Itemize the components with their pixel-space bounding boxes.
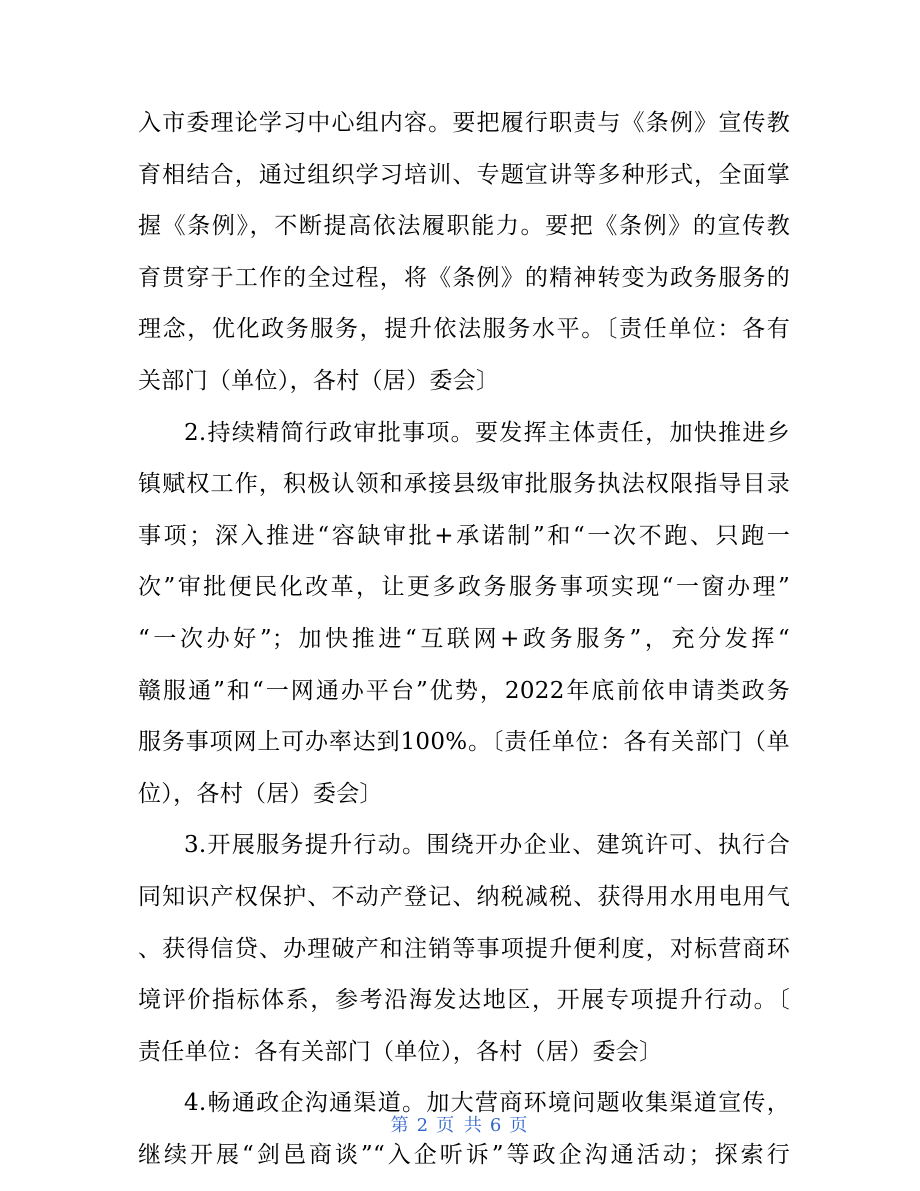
text-line: “一次办好”；加快推进“互联网+政务服务”，充分发挥“ [138, 625, 790, 652]
footer-middle: 页 共 [436, 1115, 484, 1136]
text-line: 2.持续精简行政审批事项。要发挥主体责任，加快推进乡 [184, 419, 790, 446]
text-line: 3.开展服务提升行动。围绕开办企业、建筑许可、执行合 [184, 832, 790, 859]
text-line: 育相结合，通过组织学习培训、专题宣讲等多种形式，全面掌 [138, 161, 790, 188]
text-line: 继续开展“剑邑商谈”“入企听诉”等政企沟通活动；探索行 [138, 1141, 790, 1168]
text-line: 赣服通”和“一网通办平台”优势，2022年底前依申请类政务 [138, 677, 790, 704]
footer-total-pages: 6 [489, 1115, 504, 1136]
document-body [138, 98, 790, 1181]
footer-suffix: 页 [509, 1115, 530, 1136]
text-line: 育贯穿于工作的全过程，将《条例》的精神转变为政务服务的 [138, 264, 790, 291]
text-line: 入市委理论学习中心组内容。要把履行职责与《条例》宣传教 [138, 110, 790, 136]
text-line: 、获得信贷、办理破产和注销等事项提升便利度，对标营商环 [138, 935, 790, 962]
text-line: 4.畅通政企沟通渠道。加大营商环境问题收集渠道宣传， [184, 1090, 790, 1117]
text-line: 位），各村（居）委会〕 [138, 780, 383, 807]
text-line: 理念，优化政务服务，提升依法服务水平。〔责任单位：各有 [138, 316, 790, 343]
text-line: 责任单位：各有关部门（单位），各村（居）委会〕 [138, 1038, 663, 1065]
text-line: 境评价指标体系，参考沿海发达地区，开展专项提升行动。〔 [138, 987, 790, 1014]
footer-current-page: 2 [416, 1115, 431, 1136]
text-line: 握《条例》，不断提高依法履职能力。要把《条例》的宣传教 [138, 213, 790, 240]
page-footer [0, 1111, 920, 1137]
text-line: 镇赋权工作，积极认领和承接县级审批服务执法权限指导目录 [138, 471, 790, 498]
footer-prefix: 第 [390, 1115, 411, 1136]
text-line: 服务事项网上可办率达到100%。〔责任单位：各有关部门（单 [138, 729, 790, 756]
text-line: 事项；深入推进“容缺审批+承诺制”和“一次不跑、只跑一 [138, 522, 790, 549]
text-line: 次”审批便民化改革，让更多政务服务事项实现“一窗办理” [138, 574, 790, 601]
text-line: 同知识产权保护、不动产登记、纳税减税、获得用水用电用气 [138, 883, 790, 910]
text-line: 关部门（单位），各村（居）委会〕 [138, 367, 500, 394]
